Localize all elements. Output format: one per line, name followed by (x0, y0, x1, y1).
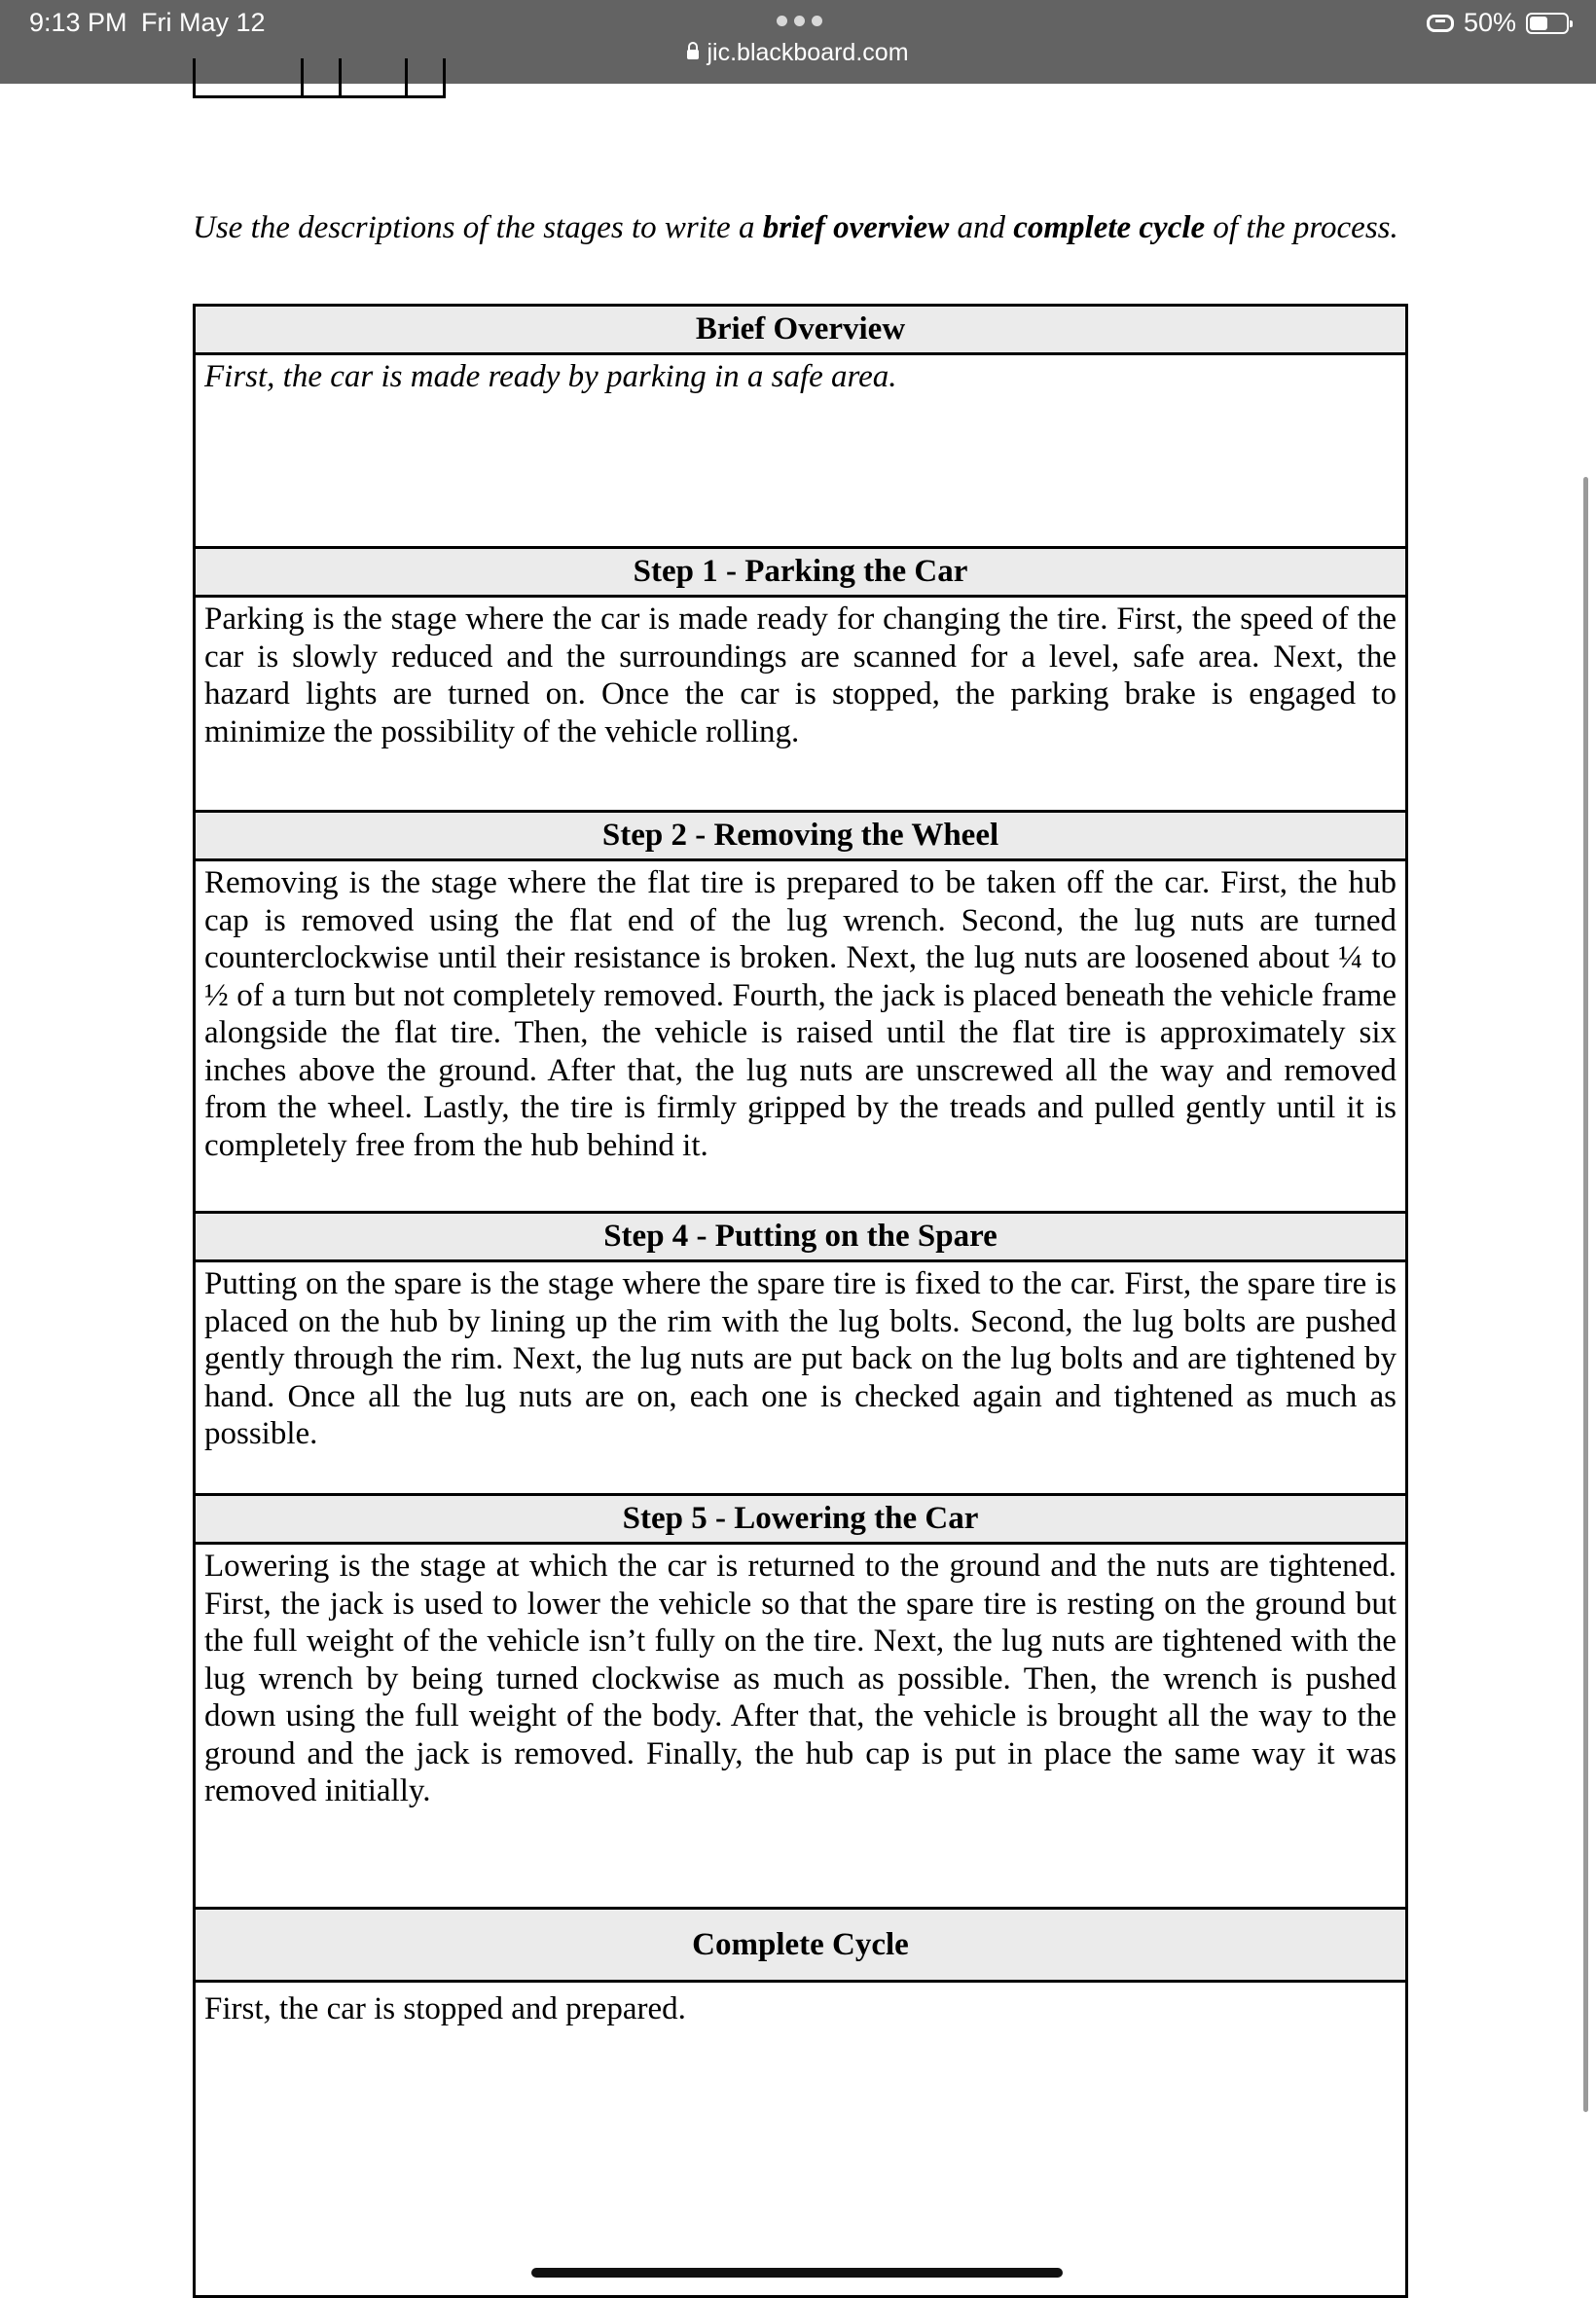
instructions-bold-cycle: complete cycle (1013, 210, 1206, 245)
brief-overview-input[interactable]: First, the car is made ready by parking in a safe area. (196, 355, 1405, 549)
complete-cycle-input[interactable]: First, the car is stopped and prepared. (196, 1983, 1405, 2298)
battery-icon (1526, 13, 1569, 34)
battery-percent: 50% (1463, 8, 1516, 37)
step-text: Putting on the spare is the stage where the spare tire is fixed to the car. First, the spare tire is placed on the hub by lining up the rim with the lug bolts. Second, the lug bolts are pushed gently through the rim. Next, the lug nuts are put back on the lug bolts and are tightened by hand. Once all the lug nuts are on, each one is checked again and tightened as much as possible. (196, 1262, 1405, 1496)
step-header: Step 1 - Parking the Car (196, 549, 1405, 598)
cropped-name-table (193, 58, 446, 98)
complete-cycle-header: Complete Cycle (196, 1910, 1405, 1983)
link-icon (1427, 15, 1454, 32)
instructions-text: Use the descriptions of the stages to write a (193, 210, 763, 245)
instructions-bold-overview: brief overview (762, 210, 950, 245)
scrollbar[interactable] (1583, 477, 1588, 2112)
brief-overview-header: Brief Overview (196, 307, 1405, 355)
url-text: jic.blackboard.com (707, 39, 909, 66)
status-date: Fri May 12 (141, 8, 266, 37)
process-table (193, 304, 1408, 2298)
instructions (193, 210, 1409, 246)
instructions-text: of the process. (1205, 210, 1398, 245)
step-text: Lowering is the stage at which the car is returned to the ground and the nuts are tightened. First, the jack is used to lower the vehicle so that the spare tire is resting on the ground but the full weight of the vehicle isn’t fully on the tire. Next, the lug nuts are tightened with the lug wrench by being turned clockwise as much as possible. Then, the wrench is pushed down using the full weight of the body. After that, the vehicle is brought all the way to the ground and the jack is removed. Finally, the hub cap is put in place the same way it was removed initially. (196, 1545, 1405, 1910)
multitasking-dots-icon[interactable] (777, 16, 822, 26)
step-text: Removing is the stage where the flat tire is prepared to be taken off the car. First, the hub cap is removed using the flat end of the lug wrench. Second, the lug nuts are turned counterclockwise until their resistance is broken. Next, the lug nuts are loosened about ¼ to ½ of a turn but not completely removed. Fourth, the jack is placed beneath the vehicle frame alongside the flat tire. Then, the vehicle is raised until the flat tire is approximately six inches above the ground. After that, the lug nuts are unscrewed all the way and removed from the wheel. Lastly, the tire is firmly gripped by the treads and pulled gently until it is completely free from the hub behind it. (196, 861, 1405, 1214)
home-indicator[interactable] (531, 2268, 1063, 2278)
lock-icon (687, 50, 699, 59)
step-text: Parking is the stage where the car is made ready for changing the tire. First, the speed of the car is slowly reduced and the surroundings are scanned for a level, safe area. Next, the hazard lights are turned on. Once the car is stopped, the parking brake is engaged to minimize the possibility of the vehicle rolling. (196, 598, 1405, 813)
step-header: Step 4 - Putting on the Spare (196, 1214, 1405, 1262)
step-header: Step 2 - Removing the Wheel (196, 813, 1405, 861)
status-time: 9:13 PM (29, 8, 127, 37)
instructions-text: and (949, 210, 1014, 245)
step-header: Step 5 - Lowering the Car (196, 1496, 1405, 1545)
